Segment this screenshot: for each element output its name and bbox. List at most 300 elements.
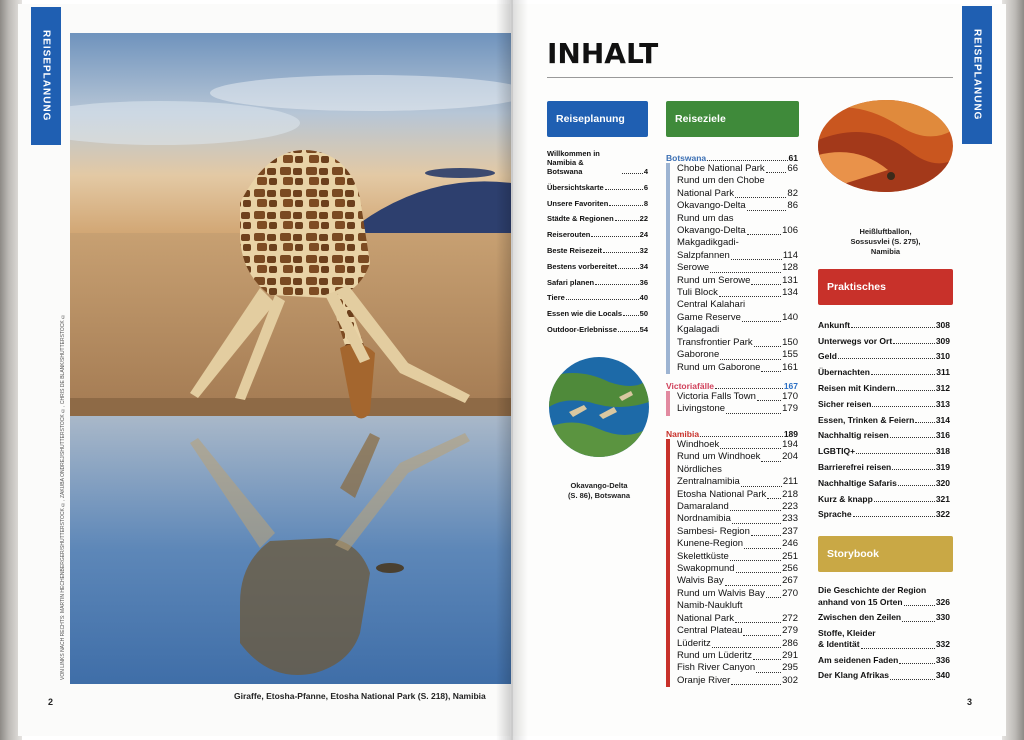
leader-dots bbox=[753, 659, 781, 660]
leader-dots bbox=[726, 413, 781, 414]
toc-entry-label: Namib-Naukluft bbox=[677, 600, 743, 612]
toc-entry-label: LGBTIQ+ bbox=[818, 446, 856, 457]
toc-entry-label: Rund um Walvis Bay bbox=[677, 587, 765, 599]
toc-entry-label: Kunene-Region bbox=[677, 538, 744, 550]
page-number-right: 3 bbox=[967, 697, 973, 707]
leader-dots bbox=[725, 585, 782, 586]
leader-dots bbox=[700, 436, 783, 437]
toc-entry-page: 312 bbox=[935, 382, 950, 393]
toc-entry-page: 34 bbox=[639, 261, 648, 271]
leader-dots bbox=[872, 406, 934, 407]
toc-entry bbox=[818, 456, 950, 472]
toc-entry-label: Damaraland bbox=[677, 501, 729, 513]
toc-entry-page: 6 bbox=[643, 182, 648, 192]
toc-entry-label: Kgalagadi bbox=[677, 324, 720, 336]
toc-entry-page: 128 bbox=[782, 262, 798, 274]
toc-entry-label: Rund um Serowe bbox=[677, 274, 751, 286]
leader-dots bbox=[899, 663, 935, 664]
toc-entry-label: Okavango-Delta bbox=[677, 200, 746, 212]
toc-entry bbox=[677, 213, 798, 225]
balloon-caption: Heißluftballon, Sossusvlei (S. 275), Namibia bbox=[850, 227, 921, 256]
toc-entry bbox=[677, 225, 798, 237]
toc-entry-label: Der Klang Afrikas bbox=[818, 670, 890, 680]
toc-entry bbox=[818, 393, 950, 409]
leader-dots bbox=[890, 437, 935, 438]
toc-entry-page: 233 bbox=[782, 513, 798, 525]
leader-dots bbox=[744, 548, 781, 549]
toc-entry-label: Transfrontier Park bbox=[677, 336, 753, 348]
leader-dots bbox=[766, 172, 787, 173]
toc-entry-label: Reiserouten bbox=[547, 230, 591, 240]
toc-entry-page: 279 bbox=[782, 625, 798, 637]
leader-dots bbox=[767, 498, 781, 499]
toc-entry-page: 326 bbox=[935, 596, 950, 607]
leader-dots bbox=[731, 684, 781, 685]
leader-dots bbox=[735, 197, 786, 198]
toc-entry-page: 330 bbox=[935, 612, 950, 622]
toc-entry-label: National Park bbox=[677, 612, 735, 624]
toc-entry bbox=[818, 409, 950, 425]
leader-dots bbox=[742, 321, 781, 322]
toc-entry-page: 272 bbox=[782, 612, 798, 624]
toc-entry-page: 4 bbox=[643, 167, 648, 176]
toc-entry bbox=[818, 472, 950, 488]
toc-entry-page: 22 bbox=[639, 214, 648, 224]
toc-entry bbox=[818, 585, 950, 608]
toc-entry bbox=[677, 551, 798, 563]
section-tab-right bbox=[962, 6, 992, 144]
toc-entry bbox=[677, 613, 798, 625]
toc-entry-label: Essen wie die Locals bbox=[547, 309, 623, 319]
region-heading bbox=[666, 378, 798, 391]
toc-entry bbox=[677, 451, 798, 463]
toc-entry bbox=[818, 377, 950, 393]
region-items bbox=[666, 439, 798, 687]
toc-entry-page: 82 bbox=[787, 187, 798, 199]
toc-entry bbox=[818, 440, 950, 456]
toc-entry-page: 36 bbox=[639, 277, 648, 287]
toc-entry-label: Gaborone bbox=[677, 349, 720, 361]
leader-dots bbox=[754, 346, 781, 347]
toc-entry-label: Tiere bbox=[547, 293, 565, 303]
leader-dots bbox=[618, 331, 639, 332]
toc-entry-label: Übernachten bbox=[818, 367, 870, 378]
toc-entry bbox=[547, 302, 648, 318]
toc-entry bbox=[547, 318, 648, 334]
toc-entry-label: Botswana bbox=[666, 153, 707, 163]
toc-entry-label: Makgadikgadi- bbox=[677, 237, 739, 249]
leader-dots bbox=[856, 453, 935, 454]
reiseplanung-list bbox=[547, 150, 648, 334]
leader-dots bbox=[861, 648, 935, 649]
toc-entry-page: 311 bbox=[936, 367, 950, 378]
toc-entry-label: Ankunft bbox=[818, 319, 851, 330]
toc-entry bbox=[677, 476, 798, 488]
toc-entry-label: Namibia bbox=[666, 429, 700, 439]
toc-entry bbox=[677, 324, 798, 336]
toc-entry-label: Rund um den Chobe bbox=[677, 175, 765, 187]
toc-entry bbox=[677, 439, 798, 451]
toc-entry-label: Safari planen bbox=[547, 277, 595, 287]
toc-entry-page: 66 bbox=[787, 163, 798, 174]
leader-dots bbox=[603, 252, 639, 253]
toc-entry-label: Essen, Trinken & Feiern bbox=[818, 414, 915, 425]
toc-entry bbox=[677, 262, 798, 274]
okavango-photo bbox=[549, 357, 649, 457]
praktisches-header: Praktisches bbox=[818, 269, 953, 305]
leader-dots bbox=[747, 234, 781, 235]
toc-entry-label: Beste Reisezeit bbox=[547, 245, 603, 255]
toc-entry-label: Nördliches bbox=[677, 463, 722, 475]
toc-entry-page: 161 bbox=[782, 361, 798, 373]
toc-entry bbox=[677, 588, 798, 600]
toc-entry bbox=[818, 330, 950, 346]
leader-dots bbox=[915, 422, 934, 423]
toc-entry bbox=[677, 163, 798, 175]
toc-entry-page: 211 bbox=[782, 476, 798, 488]
toc-entry bbox=[818, 655, 950, 667]
toc-entry bbox=[677, 200, 798, 212]
toc-entry bbox=[677, 662, 798, 674]
toc-entry-line bbox=[818, 639, 950, 651]
section-tab-left bbox=[31, 7, 61, 145]
toc-entry-page: 319 bbox=[935, 461, 950, 472]
toc-entry-page: 308 bbox=[935, 319, 950, 330]
leader-dots bbox=[892, 469, 935, 470]
toc-entry-label: Rund um Windhoek bbox=[677, 451, 761, 463]
toc-entry bbox=[677, 362, 798, 374]
toc-entry bbox=[677, 650, 798, 662]
toc-entry-label: Oranje River bbox=[677, 674, 731, 686]
toc-entry-label: Swakopmund bbox=[677, 563, 735, 575]
region-section bbox=[666, 426, 798, 687]
region-heading bbox=[666, 426, 798, 439]
toc-entry bbox=[677, 337, 798, 349]
leader-dots bbox=[735, 622, 781, 623]
toc-entry-label: Städte & Regionen bbox=[547, 214, 614, 224]
toc-entry-label: Nordnamibia bbox=[677, 513, 731, 525]
leader-dots bbox=[623, 315, 639, 316]
leader-dots bbox=[712, 647, 781, 648]
toc-entry-line bbox=[818, 612, 950, 624]
leader-dots bbox=[719, 296, 781, 297]
leader-dots bbox=[893, 343, 935, 344]
toc-entry-page: 50 bbox=[639, 309, 648, 319]
toc-entry-label: Salzpfannen bbox=[677, 249, 730, 261]
leader-dots bbox=[732, 523, 781, 524]
toc-entry bbox=[677, 299, 798, 311]
toc-entry-label: Windhoek bbox=[677, 439, 720, 450]
toc-entry bbox=[547, 239, 648, 255]
toc-entry-label: Unsere Favoriten bbox=[547, 198, 609, 208]
toc-entry-label: Übersichtskarte bbox=[547, 182, 604, 192]
leader-dots bbox=[751, 284, 781, 285]
toc-entry-label: Livingstone bbox=[677, 403, 726, 415]
toc-entry-label: Rund um Gaborone bbox=[677, 361, 761, 373]
toc-entry-page: 194 bbox=[782, 439, 798, 450]
leader-dots bbox=[766, 597, 781, 598]
giraffe-photo bbox=[70, 33, 511, 684]
toc-entry-page: 316 bbox=[935, 430, 950, 441]
toc-entry-page: 237 bbox=[782, 525, 798, 537]
section-tab-label: REISEPLANUNG bbox=[971, 29, 983, 121]
region-color-bar bbox=[666, 439, 670, 687]
toc-entry-page: 267 bbox=[782, 575, 798, 587]
leader-dots bbox=[615, 220, 639, 221]
leader-dots bbox=[707, 160, 787, 161]
leader-dots bbox=[731, 259, 782, 260]
leader-dots bbox=[720, 359, 781, 360]
leader-dots bbox=[751, 535, 781, 536]
toc-entry-page: 251 bbox=[782, 550, 798, 562]
storybook-header: Storybook bbox=[818, 536, 953, 572]
toc-entry-page: 131 bbox=[782, 274, 798, 286]
toc-entry-page: 54 bbox=[639, 324, 648, 334]
toc-entry bbox=[677, 501, 798, 513]
toc-entry-label: Victoria Falls Town bbox=[677, 391, 756, 402]
toc-entry bbox=[818, 612, 950, 624]
leader-dots bbox=[622, 173, 643, 174]
toc-entry-label: Central Plateau bbox=[677, 625, 743, 637]
balloon-image bbox=[818, 100, 953, 192]
toc-entry-page: 170 bbox=[782, 391, 798, 402]
toc-entry-label: Barrierefrei reisen bbox=[818, 461, 892, 472]
leader-dots bbox=[730, 510, 781, 511]
leader-dots bbox=[874, 501, 935, 502]
leader-dots bbox=[741, 486, 782, 487]
toc-entry-page: 310 bbox=[935, 351, 950, 362]
toc-entry-page: 256 bbox=[782, 563, 798, 575]
toc-entry-page: 8 bbox=[643, 198, 648, 208]
leader-dots bbox=[743, 635, 781, 636]
toc-entry bbox=[677, 237, 798, 249]
balloon-photo bbox=[818, 100, 953, 192]
leader-dots bbox=[756, 672, 781, 673]
toc-entry-page: 134 bbox=[782, 287, 798, 299]
toc-entry bbox=[677, 625, 798, 637]
toc-entry-page: 336 bbox=[935, 654, 950, 665]
toc-entry-page: 286 bbox=[782, 637, 798, 649]
toc-entry-page: 223 bbox=[782, 501, 798, 513]
leader-dots bbox=[853, 516, 935, 517]
toc-entry bbox=[677, 638, 798, 650]
toc-entry-page: 332 bbox=[935, 639, 950, 649]
toc-entry-page: 189 bbox=[783, 429, 798, 439]
toc-entry-line bbox=[818, 597, 950, 609]
leader-dots bbox=[904, 605, 935, 606]
toc-entry-label: Willkommen in Namibia & Botswana bbox=[547, 149, 600, 176]
leader-dots bbox=[618, 268, 639, 269]
toc-entry-label: Die Geschichte der Region bbox=[818, 585, 927, 595]
toc-entry-page: 40 bbox=[639, 293, 648, 303]
toc-entry-label: Sicher reisen bbox=[818, 398, 872, 409]
toc-entry-label: Serowe bbox=[677, 262, 710, 274]
toc-entry-label: Stoffe, Kleider bbox=[818, 627, 876, 638]
toc-entry-page: 313 bbox=[935, 398, 950, 409]
toc-entry bbox=[677, 188, 798, 200]
book-gutter bbox=[496, 0, 528, 740]
leader-dots bbox=[838, 358, 935, 359]
page-number-left: 2 bbox=[48, 697, 54, 707]
toc-entry-page: 167 bbox=[783, 381, 798, 391]
toc-entry bbox=[547, 287, 648, 303]
leader-dots bbox=[591, 236, 638, 237]
toc-entry bbox=[677, 513, 798, 525]
toc-entry bbox=[547, 255, 648, 271]
toc-entry-label: Lüderitz bbox=[677, 637, 711, 649]
toc-entry-label: Outdoor-Erlebnisse bbox=[547, 324, 618, 334]
toc-entry-label: National Park bbox=[677, 187, 735, 199]
toc-entry-label: Nachhaltig reisen bbox=[818, 430, 889, 441]
toc-entry bbox=[818, 314, 950, 330]
toc-entry-label: Unterwegs vor Ort bbox=[818, 335, 893, 346]
toc-entry-label: Walvis Bay bbox=[677, 575, 724, 587]
toc-entry-label: Sambesi- Region bbox=[677, 525, 750, 537]
toc-entry-page: 322 bbox=[935, 509, 950, 520]
toc-entry bbox=[547, 150, 648, 176]
toc-entry-page: 314 bbox=[935, 414, 950, 425]
toc-entry bbox=[547, 192, 648, 208]
toc-entry-page: 302 bbox=[782, 674, 798, 686]
toc-entry-page: 24 bbox=[639, 230, 648, 240]
toc-entry-label: Etosha National Park bbox=[677, 488, 767, 500]
toc-entry bbox=[677, 312, 798, 324]
toc-entry-label: Central Kalahari bbox=[677, 299, 746, 311]
toc-entry-label: Zentralnamibia bbox=[677, 476, 740, 488]
toc-entry-label: Sprache bbox=[818, 509, 852, 520]
leader-dots bbox=[761, 461, 781, 462]
toc-entry-label: Reisen mit Kindern bbox=[818, 382, 896, 393]
toc-entry bbox=[677, 250, 798, 262]
reiseplanung-header: Reiseplanung bbox=[547, 101, 648, 137]
toc-entry-label: Tuli Block bbox=[677, 287, 718, 299]
toc-entry bbox=[677, 675, 798, 687]
toc-entry-label: Chobe National Park bbox=[677, 163, 765, 174]
toc-entry-label: Fish River Canyon bbox=[677, 662, 756, 674]
toc-entry-page: 291 bbox=[782, 649, 798, 661]
toc-entry-page: 246 bbox=[782, 538, 798, 550]
giraffe-photo-image bbox=[70, 33, 511, 684]
toc-entry bbox=[677, 349, 798, 361]
toc-entry-page: 318 bbox=[935, 446, 950, 457]
leader-dots bbox=[730, 560, 781, 561]
region-color-bar bbox=[666, 163, 670, 374]
toc-entry bbox=[818, 504, 950, 520]
toc-entry-page: 106 bbox=[782, 225, 798, 237]
toc-entry bbox=[677, 464, 798, 476]
toc-entry-page: 140 bbox=[782, 311, 798, 323]
leader-dots bbox=[871, 374, 935, 375]
reiseziele-header: Reiseziele bbox=[666, 101, 799, 137]
leader-dots bbox=[736, 572, 782, 573]
toc-entry-page: 114 bbox=[782, 249, 798, 261]
photo-credit: VON LINKS NACH RECHTS: MARTIN HECHENBERGER/SHUTTERSTOCK ©, ZAKUBA ONDREJ/SHUTTERSTOCK ©, CHRIS DE BLANK/SHUTTERSTOCK © bbox=[60, 312, 66, 680]
leader-dots bbox=[890, 679, 935, 680]
region-items bbox=[666, 391, 798, 416]
toc-entry bbox=[818, 670, 950, 682]
toc-entry bbox=[677, 563, 798, 575]
toc-entry-page: 150 bbox=[782, 336, 798, 348]
page-title: INHALT bbox=[547, 37, 659, 70]
okavango-image bbox=[549, 357, 649, 475]
leader-dots bbox=[761, 371, 781, 372]
toc-entry bbox=[677, 489, 798, 501]
leader-dots bbox=[902, 621, 935, 622]
toc-entry-page: 179 bbox=[782, 403, 798, 415]
toc-entry bbox=[547, 223, 648, 239]
toc-entry-page: 270 bbox=[782, 587, 798, 599]
toc-entry-label: Skelettküste bbox=[677, 550, 729, 562]
leader-dots bbox=[710, 272, 781, 273]
toc-entry-page: 321 bbox=[935, 493, 950, 504]
toc-entry-page: 295 bbox=[782, 662, 798, 674]
leader-dots bbox=[757, 400, 781, 401]
toc-entry-label: Victoriafälle bbox=[666, 381, 715, 391]
leader-dots bbox=[720, 448, 781, 449]
region-section bbox=[666, 150, 798, 374]
toc-entry-page: 155 bbox=[782, 349, 798, 361]
toc-entry bbox=[677, 391, 798, 403]
toc-entry bbox=[677, 600, 798, 612]
leader-dots bbox=[747, 210, 787, 211]
toc-entry bbox=[677, 526, 798, 538]
leader-dots bbox=[851, 327, 935, 328]
toc-entry bbox=[547, 208, 648, 224]
toc-entry-line bbox=[818, 655, 950, 667]
leader-dots bbox=[715, 388, 783, 389]
toc-entry bbox=[677, 575, 798, 587]
toc-entry-label: Rund um das bbox=[677, 212, 734, 224]
toc-entry-label: Game Reserve bbox=[677, 311, 741, 323]
toc-entry-label: & Identität bbox=[818, 639, 860, 649]
toc-entry-page: 309 bbox=[935, 335, 950, 346]
leader-dots bbox=[566, 299, 639, 300]
toc-entry-label: Nachhaltige Safaris bbox=[818, 477, 897, 488]
toc-entry bbox=[677, 175, 798, 187]
toc-entry bbox=[818, 346, 950, 362]
toc-entry-page: 204 bbox=[782, 451, 798, 463]
section-tab-label: REISEPLANUNG bbox=[40, 30, 52, 122]
toc-entry-page: 218 bbox=[782, 488, 798, 500]
toc-entry-page: 340 bbox=[935, 670, 950, 680]
okavango-caption: Okavango-Delta (S. 86), Botswana bbox=[567, 481, 631, 500]
toc-entry-label: Okavango-Delta bbox=[677, 225, 746, 237]
toc-entry bbox=[818, 628, 950, 651]
leader-dots bbox=[609, 205, 643, 206]
toc-entry bbox=[677, 275, 798, 287]
toc-entry-line bbox=[818, 670, 950, 682]
toc-entry-label: Rund um Lüderitz bbox=[677, 649, 752, 661]
leader-dots bbox=[605, 189, 643, 190]
toc-entry-page: 61 bbox=[788, 153, 798, 163]
toc-entry-label: Am seidenen Faden bbox=[818, 654, 899, 665]
region-heading bbox=[666, 150, 798, 163]
photo-caption: Giraffe, Etosha-Pfanne, Etosha National Park (S. 218), Namibia bbox=[234, 691, 486, 701]
toc-entry bbox=[677, 403, 798, 415]
toc-entry-label: Geld bbox=[818, 351, 837, 362]
toc-entry-label: Kurz & knapp bbox=[818, 493, 873, 504]
region-section bbox=[666, 378, 798, 416]
toc-entry-page: 32 bbox=[639, 245, 648, 255]
leader-dots bbox=[595, 284, 639, 285]
leader-dots bbox=[896, 390, 934, 391]
region-items bbox=[666, 163, 798, 374]
toc-entry-page: 320 bbox=[935, 477, 950, 488]
title-divider bbox=[547, 77, 953, 78]
toc-entry-label: Zwischen den Zeilen bbox=[818, 612, 902, 622]
toc-entry bbox=[818, 361, 950, 377]
toc-entry bbox=[547, 271, 648, 287]
